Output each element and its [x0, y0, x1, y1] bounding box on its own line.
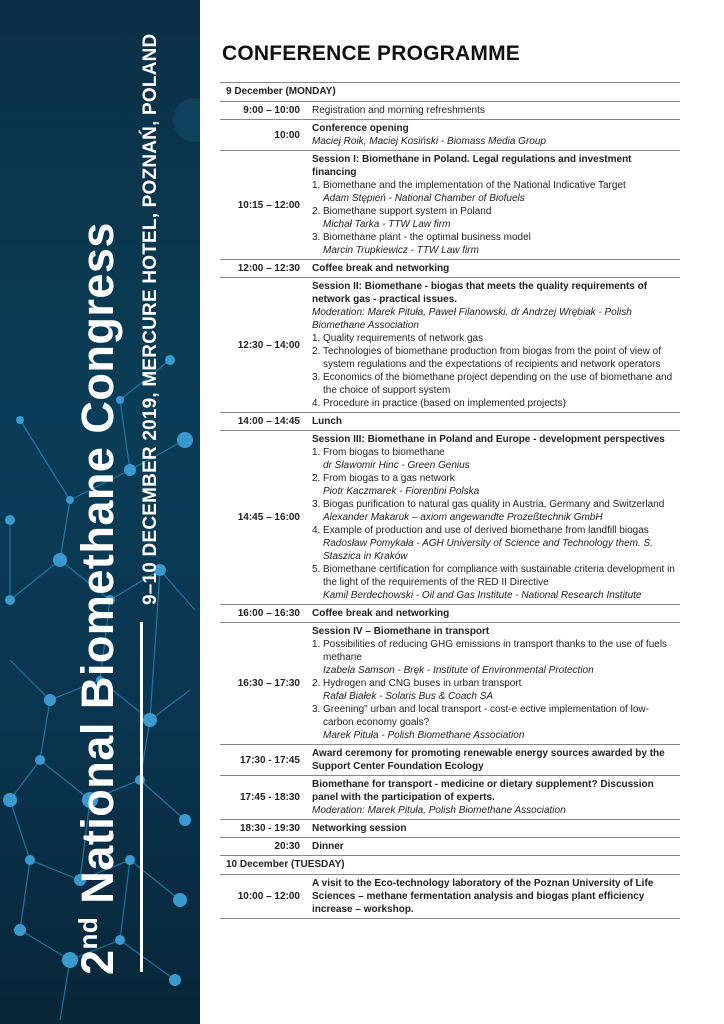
row-title: Conference opening	[312, 123, 409, 134]
session-title: Session I: Biomethane in Poland. Legal regulations and investment financing	[312, 154, 632, 178]
schedule-row	[220, 837, 680, 855]
talk-speaker: Alexander Makaruk – axiom angewandte Prozeßtechnik GmbH	[323, 512, 603, 523]
talk-speaker: Adam Stępień - National Chamber of Biofuels	[323, 193, 525, 204]
talk-title: Biogas purification to natural gas quality in Austria, Germany and Switzerland	[323, 499, 665, 510]
talk-title: From biogas to a gas network	[323, 473, 455, 484]
time-cell: 12:30 – 14:00	[237, 339, 300, 351]
row-text: Dinner	[312, 841, 344, 852]
time-cell: 12:00 – 12:30	[237, 263, 300, 274]
schedule-row	[220, 119, 680, 150]
schedule-row: 10:15 – 12:00 Session I: Biomethane in Poland. Legal regulations and investment financing 1. Biomethane and the implementation of the National Indicative Target Adam Stępień - National Chamber of Biofuels 2. Biomethane support system in Poland Michał Tarka - TTW Law firm 3. Biomethane plant - the optimal business model Marcin Trupkiewicz - TTW Law firm	[220, 150, 680, 259]
row-text: Networking session	[312, 823, 407, 834]
talk-speaker: Kamil Berdechowski - Oil and Gas Institute - National Research Institute	[323, 590, 642, 601]
session-title: Session IV – Biomethane in transport	[312, 626, 490, 637]
talk-title: Greening" urban and local transport - cost-e ective implementation of low-carbon economy goals?	[323, 704, 649, 728]
talk-speaker: dr Sławomir Hinc - Green Genius	[323, 460, 470, 471]
title-divider	[140, 622, 143, 972]
schedule-row	[220, 775, 680, 819]
talk-title: Technologies of biomethane production from biogas from the point of view of system regulations and the expectations of recipients and network operators	[323, 346, 661, 370]
schedule-row	[220, 874, 680, 919]
talk-title: Biomethane support system in Poland	[323, 206, 492, 217]
cover-sidebar	[0, 0, 200, 1024]
schedule-row: 16:30 – 17:30 Session IV – Biomethane in transport 1. Possibilities of reducing GHG emissions in transport thanks to the use of fuels methane Izabela Samson - Bręk - Institute of Environmental Protection 2. Hydrogen and CNG buses in urban transport Rafał Białek - Solaris Bus & Coach SA 3. Greening" urban and local transport - cost-e ective implementation of low-carbon economy goals? Marek Pituła - Polish Biomethane Association	[220, 622, 680, 744]
talk-title: Economics of the biomethane project depending on the use of biomethane and the choice of support system	[323, 372, 673, 396]
talk-speaker: Izabela Samson - Bręk - Institute of Environmental Protection	[323, 665, 594, 676]
talk-speaker: Michał Tarka - TTW Law firm	[323, 219, 451, 230]
session-title: Session III: Biomethane in Poland and Europe - development perspectives	[312, 434, 665, 445]
time-cell: 20:30	[274, 841, 300, 852]
talk-title: Hydrogen and CNG buses in urban transport	[323, 678, 522, 689]
schedule-table	[220, 82, 680, 919]
row-title: Biomethane for transport - medicine or dietary supplement? Discussion panel with the participation of experts.	[312, 779, 654, 803]
row-people: Maciej Roik, Maciej Kosiński - Biomass Media Group	[312, 136, 546, 147]
schedule-row: 12:30 – 14:00 Session II: Biomethane - biogas that meets the quality requirements of network gas - practical issues. Moderation: Marek Pituła, Paweł Filanowski, dr Andrzej Wrębiak - Polish Biomethane Association 1. Quality requirements of network gas 2. Technologies of biomethane production from biogas from the point of view of system regulations and the expectations of recipients and network operators 3. Economics of the biomethane project depending on the use of biomethane and the choice of support system 4. Procedure in practice (based on implemented projects)	[220, 277, 680, 412]
schedule-row	[220, 604, 680, 622]
time-cell: 16:00 – 16:30	[237, 608, 300, 619]
time-cell: 17:30 - 17:45	[239, 754, 300, 766]
talk-speaker: Piotr Kaczmarek - Fiorentini Polska	[323, 486, 480, 497]
programme-panel	[220, 0, 680, 1024]
row-text: A visit to the Eco-technology laboratory of the Poznan University of Life Sciences – methane fermentation analysis and biogas plant efficiency increase – workshop.	[312, 878, 654, 915]
talk-title: Biomethane plant - the optimal business model	[323, 232, 531, 243]
talk-speaker: Marek Pituła - Polish Biomethane Association	[323, 730, 525, 741]
time-cell: 18:30 - 19:30	[239, 823, 300, 834]
congress-title: 2nd National Biomethane Congress	[72, 222, 123, 975]
row-text: Lunch	[312, 416, 342, 427]
schedule-row	[220, 259, 680, 277]
schedule-row	[220, 412, 680, 430]
time-cell: 10:15 – 12:00	[237, 199, 300, 211]
talk-speaker: Rafał Białek - Solaris Bus & Coach SA	[323, 691, 494, 702]
talk-title: Biomethane and the implementation of the National Indicative Target	[323, 180, 626, 191]
schedule-row	[220, 101, 680, 119]
time-cell: 17:45 - 18:30	[239, 792, 300, 803]
talk-title: Procedure in practice (based on implemented projects)	[323, 398, 566, 409]
talk-speaker: Radosław Pomykała - AGH University of Science and Technology them. S. Staszica in Kraków	[323, 538, 653, 562]
day-header-tuesday: 10 December (TUESDAY)	[220, 855, 680, 874]
row-text: Award ceremony for promoting renewable energy sources awarded by the Support Center Foundation Ecology	[312, 748, 665, 772]
schedule-row: 14:45 – 16:00 Session III: Biomethane in Poland and Europe - development perspectives 1. From biogas to biomethane dr Sławomir Hinc - Green Genius 2. From biogas to a gas network Piotr Kaczmarek - Fiorentini Polska 3. Biogas purification to natural gas quality in Austria, Germany and Switzerland Alexander Makaruk – axiom angewandte Prozeßtechnik GmbH 4. Example of production and use of derived biomethane from landfill biogas Radosław Pomykała - AGH University of Science and Technology them. S. Staszica in Kraków 5. Biomethane certification for compliance with sustainable criteria development in the light of the requirements of the RED II Directive Kamil Berdechowski - Oil and Gas Institute - National Research Institute	[220, 430, 680, 604]
talk-speaker: Marcin Trupkiewicz - TTW Law firm	[323, 245, 479, 256]
day-header-monday: 9 December (MONDAY)	[220, 82, 680, 101]
session-title: Session II: Biomethane - biogas that meets the quality requirements of network gas - practical issues.	[312, 281, 648, 305]
row-text: Coffee break and networking	[312, 608, 450, 619]
talk-title: Possibilities of reducing GHG emissions in transport thanks to the use of fuels methane	[323, 639, 668, 663]
page-title: CONFERENCE PROGRAMME	[222, 42, 521, 65]
time-cell: 14:45 – 16:00	[237, 512, 300, 523]
time-cell: 16:30 – 17:30	[237, 678, 300, 689]
talk-title: Biomethane certification for compliance with sustainable criteria development in the light of the requirements of the RED II Directive	[323, 564, 675, 588]
congress-date-venue: 9–10 DECEMBER 2019, MERCURE HOTEL, POZNAŃ, POLAND	[140, 33, 161, 605]
time-cell: 10:00 – 12:00	[237, 891, 300, 902]
time-cell: 10:00	[274, 129, 300, 141]
row-text: Registration and morning refreshments	[312, 105, 485, 116]
session-moderation: Moderation: Marek Pituła, Polish Biomethane Association	[312, 805, 566, 816]
talk-title: Quality requirements of network gas	[323, 333, 484, 344]
time-cell: 14:00 – 14:45	[237, 416, 300, 427]
session-moderation: Moderation: Marek Pituła, Paweł Filanowski, dr Andrzej Wrębiak - Polish Biomethane Association	[312, 307, 632, 331]
talk-title: Example of production and use of derived biomethane from landfill biogas	[323, 525, 649, 536]
schedule-row	[220, 744, 680, 775]
time-cell: 9:00 – 10:00	[243, 105, 300, 116]
talk-title: From biogas to biomethane	[323, 447, 445, 458]
row-text: Coffee break and networking	[312, 263, 450, 274]
schedule-row	[220, 819, 680, 837]
